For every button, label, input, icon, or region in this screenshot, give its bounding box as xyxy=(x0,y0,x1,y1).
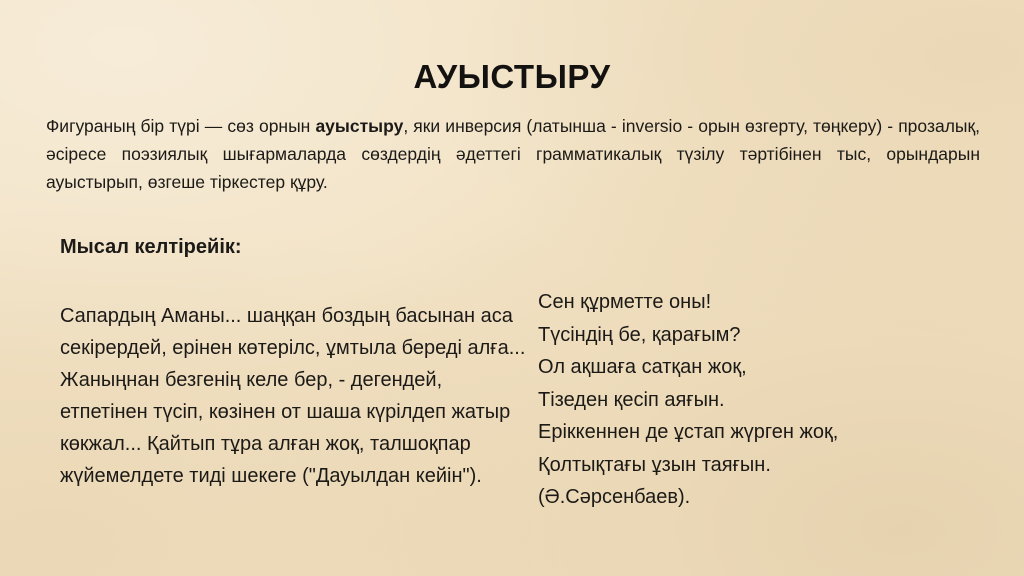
poem-line: Қолтықтағы ұзын таяғын. xyxy=(538,453,771,476)
example-heading: Мысал келтірейік: xyxy=(60,236,242,258)
poem-line: Түсіндің бе, қарағым? xyxy=(538,323,741,346)
intro-text-end: , яки инверсия (латынша - inversio - орын өзгерту, төңкеру) - прозалық, әсіресе поэзиялық шығармаларда сөздердің әдеттегі грамматикалық түзілу тәртібінен тыс, орындарын ауыстырып, өзгеше тіркестер құру. xyxy=(46,116,981,192)
prose-example: Сапардың Аманы... шаңқан боздың басынан аса секірердей, ерінен көтерілс, ұмтыла береді алға... Жаныңнан безгенің келе бер, - дегендей, етпетінен түсіп, көзінен от шаша күрілдеп жатыр көкжал... Қайтып тұра алған жоқ, талшоқпар жүйемелдете тиді шекеге ("Дауылдан кейін"). xyxy=(60,305,526,487)
poem-attribution: (Ә.Сәрсенбаев). xyxy=(538,486,691,508)
intro-text-start: Фигураның бір түрі — сөз орнын xyxy=(46,116,316,136)
intro-paragraph xyxy=(46,112,980,196)
slide-title: АУЫСТЫРУ xyxy=(413,58,611,95)
poem-line: Ол ақшаға сатқан жоқ, xyxy=(538,356,747,378)
intro-term-bold: ауыстыру xyxy=(315,116,404,136)
poem-line: Еріккеннен де ұстап жүрген жоқ, xyxy=(538,421,839,443)
poem-line: Тізеден қесіп аяғын. xyxy=(538,388,725,411)
poem-example xyxy=(538,286,838,514)
poem-line: Сен құрметте оны! xyxy=(538,291,712,313)
